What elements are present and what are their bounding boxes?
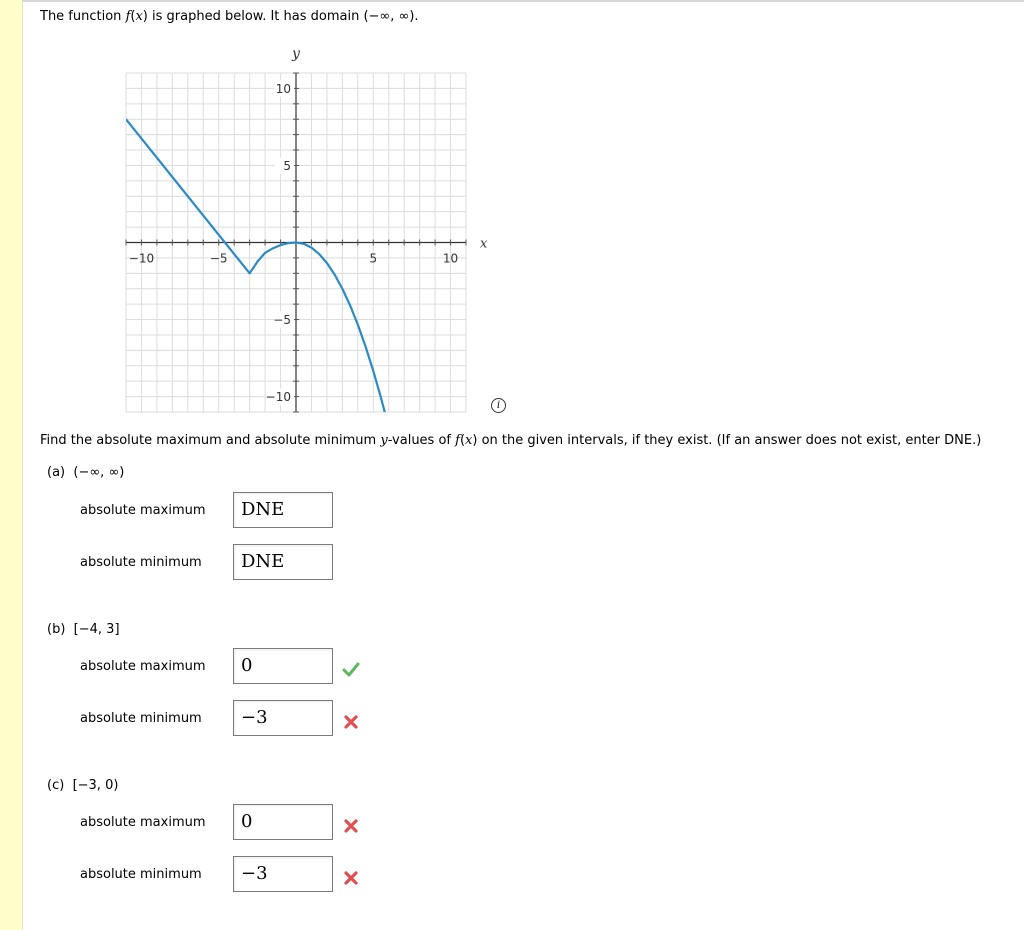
cross-icon: [342, 713, 360, 731]
part-c-letter: (c): [47, 778, 65, 793]
question-text-a: Find the absolute maximum and absolute minimum: [40, 433, 381, 448]
cross-icon: [342, 817, 360, 835]
part-c-min-input[interactable]: −3: [233, 856, 333, 892]
part-b-min-input[interactable]: −3: [233, 700, 333, 736]
graph-svg: [100, 40, 500, 420]
part-b-max-input[interactable]: 0: [233, 648, 333, 684]
x-tick-label: −5: [209, 251, 228, 266]
prompt-x: x: [135, 9, 143, 24]
question-text-b: -values of: [387, 433, 456, 448]
part-a-min-label: absolute minimum: [80, 555, 202, 570]
x-axis-label: x: [480, 236, 488, 252]
part-c-label: [47, 778, 118, 793]
prompt-domain: ) is graphed below. It has domain (−∞, ∞).: [142, 9, 419, 24]
problem-prompt: [40, 9, 419, 24]
part-b-max-label: absolute maximum: [80, 659, 206, 674]
part-a-max-input[interactable]: DNE: [233, 492, 333, 528]
part-b-min-label: absolute minimum: [80, 711, 202, 726]
x-tick-label: 10: [442, 251, 459, 266]
question-y: y: [380, 433, 388, 448]
function-curve: [126, 119, 411, 420]
question-paren: (: [459, 433, 466, 448]
x-tick-label: −10: [128, 251, 155, 266]
part-c-max-label: absolute maximum: [80, 815, 206, 830]
y-axis-label: y: [292, 46, 300, 62]
part-c-interval: [−3, 0): [72, 778, 119, 793]
prompt-fx: f: [125, 9, 131, 24]
question-text: [40, 433, 981, 448]
part-b-interval: [−4, 3]: [73, 622, 120, 637]
part-c-max-input[interactable]: 0: [233, 804, 333, 840]
x-tick-label: 5: [369, 251, 378, 266]
part-a-letter: (a): [47, 465, 66, 480]
part-b-letter: (b): [47, 622, 66, 637]
check-icon: [342, 660, 360, 678]
part-a-min-input[interactable]: DNE: [233, 544, 333, 580]
part-b-label: [47, 622, 120, 637]
prompt-text: The function: [40, 9, 126, 24]
cross-icon: [342, 869, 360, 887]
info-icon[interactable]: i: [491, 398, 506, 413]
part-a-interval: (−∞, ∞): [73, 465, 125, 480]
question-x: x: [465, 433, 473, 448]
y-tick-label: 10: [275, 81, 291, 96]
prompt-paren: (: [130, 9, 136, 24]
function-graph: [100, 40, 500, 420]
part-a-max-label: absolute maximum: [80, 503, 206, 518]
question-text-d: ) on the given intervals, if they exist. (If an answer does not exist, enter DNE.): [472, 433, 982, 448]
y-tick-label: −5: [273, 313, 291, 328]
y-tick-label: −10: [265, 390, 291, 405]
question-fx: f: [455, 433, 460, 448]
y-tick-label: 5: [283, 158, 291, 173]
part-a-label: [47, 465, 124, 480]
part-c-min-label: absolute minimum: [80, 867, 202, 882]
